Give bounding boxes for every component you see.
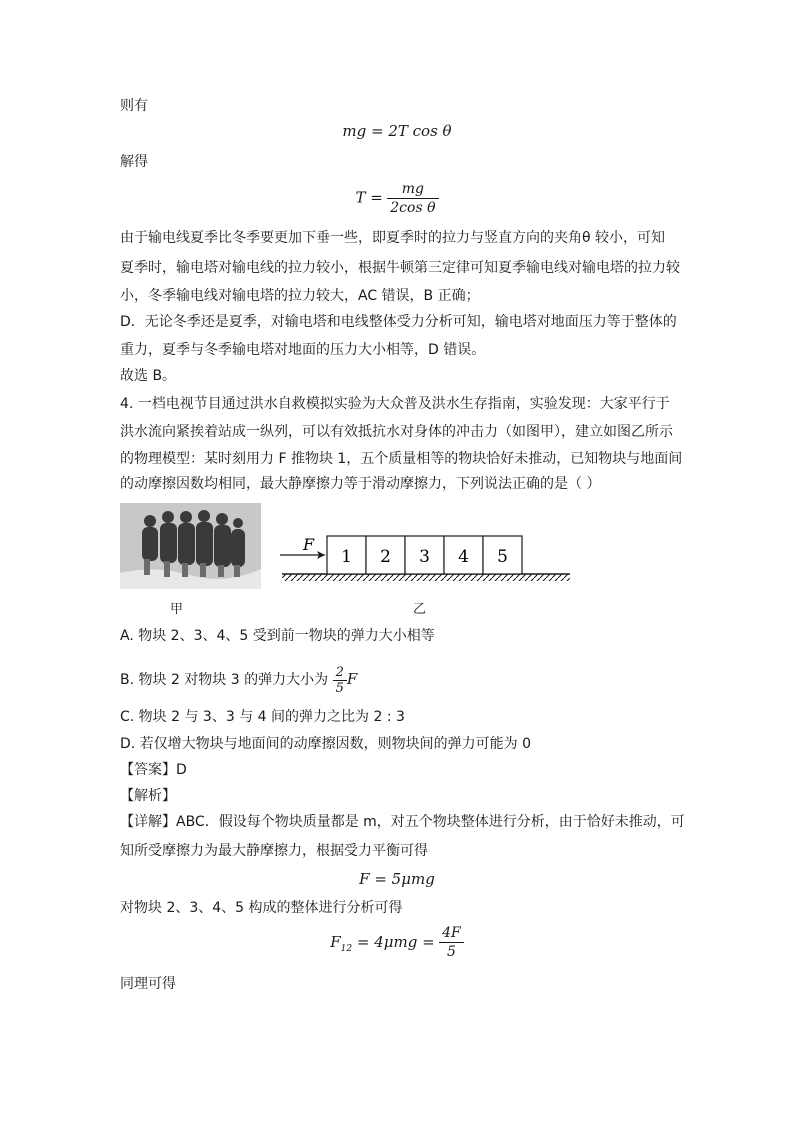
- eq4-denominator: 5: [446, 944, 456, 960]
- blocks-diagram: [270, 530, 580, 592]
- block-label-1: 1: [341, 547, 352, 567]
- block-label-3: 3: [419, 547, 430, 567]
- ground-hatch: [282, 574, 570, 581]
- question4-line4: 的动摩擦因数均相同，最大静摩擦力等于滑动摩擦力，下列说法正确的是（ ）: [120, 476, 601, 492]
- detail-line2: 知所受摩擦力为最大静摩擦力，根据受力平衡可得: [120, 843, 428, 859]
- option-b-force: F: [346, 670, 358, 688]
- block-label-2: 2: [380, 547, 391, 567]
- option-d: D. 若仅增大物块与地面间的动摩擦因数，则物块间的弹力可能为 0: [120, 736, 532, 752]
- para2-line1: D．无论冬季还是夏季，对输电塔和电线整体受力分析可知，输电塔对地面压力等于整体的: [120, 314, 677, 330]
- para1-line2: 夏季时，输电塔对输电线的拉力较小，根据牛顿第三定律可知夏季输电线对输电塔的拉力较: [120, 260, 680, 276]
- option-a: A. 物块 2、3、4、5 受到前一物块的弹力大小相等: [120, 628, 435, 644]
- eq2-numerator: mg: [387, 180, 438, 199]
- equation-4: [0, 924, 794, 961]
- equation-1: mg = 2T cos θ: [342, 122, 452, 140]
- analysis-heading: 【解析】: [120, 788, 176, 804]
- line-jiede: 解得: [120, 154, 148, 170]
- eq4-fraction: [439, 924, 464, 961]
- eq4-subscript: 12: [340, 943, 353, 954]
- equation-3: F = 5μmg: [359, 870, 435, 888]
- block-label-4: 4: [458, 547, 469, 567]
- tongli-line: 同理可得: [120, 976, 176, 992]
- force-label: F: [303, 535, 315, 554]
- detail-line3: 对物块 2、3、4、5 构成的整体进行分析可得: [120, 900, 403, 916]
- eq4-force: F: [330, 932, 341, 951]
- eq4-lhs: [330, 932, 435, 954]
- option-b-text: B. 物块 2 对物块 3 的弹力大小为: [120, 672, 329, 688]
- line-zeyou: 则有: [120, 98, 148, 114]
- block-label-5: 5: [497, 547, 508, 567]
- para1-line1: 由于输电线夏季比冬季要更加下垂一些，即夏季时的拉力与竖直方向的夹角θ 较小，可知: [120, 230, 666, 246]
- detail-line1: 【详解】ABC．假设每个物块质量都是 m，对五个物块整体进行分析，由于恰好未推动，可: [120, 814, 685, 830]
- option-c: C. 物块 2 与 3、3 与 4 间的弹力之比为 2 : 3: [120, 709, 405, 725]
- eq2-lhs: T =: [355, 188, 383, 207]
- question4-line2: 洪水流向紧挨着站成一纵列，可以有效抵抗水对身体的冲击力（如图甲），建立如图乙所示: [120, 424, 673, 440]
- eq4-numerator: 4F: [439, 924, 464, 943]
- eq4-middle: = 4μmg =: [352, 932, 435, 951]
- flood-photo: [120, 503, 261, 589]
- eq2-denominator: 2cos θ: [390, 200, 436, 216]
- option-b-numerator: 2: [333, 665, 347, 681]
- choose-line: 故选 B。: [120, 368, 177, 384]
- answer-line: 【答案】D: [120, 762, 187, 778]
- caption-jia: 甲: [170, 602, 184, 617]
- equation-2: [0, 180, 794, 217]
- para2-line2: 重力，夏季与冬季输电塔对地面的压力大小相等，D 错误。: [120, 342, 486, 358]
- people-silhouette-icon: [120, 503, 261, 589]
- eq2-fraction: [387, 180, 438, 217]
- option-b-denominator: 5: [335, 680, 344, 696]
- option-b: [120, 662, 680, 697]
- caption-yi: 乙: [413, 602, 427, 617]
- option-b-fraction: [333, 665, 347, 696]
- question4-line3: 的物理模型：某时刻用力 F 推物块 1，五个质量相等的物块恰好未推动，已知物块与地面间: [120, 451, 683, 467]
- question4-line1: 4. 一档电视节目通过洪水自救模拟实验为大众普及洪水生存指南，实验发现：大家平行于: [120, 396, 670, 412]
- para1-line3: 小，冬季输电线对输电塔的拉力较大，AC 错误，B 正确；: [120, 288, 480, 304]
